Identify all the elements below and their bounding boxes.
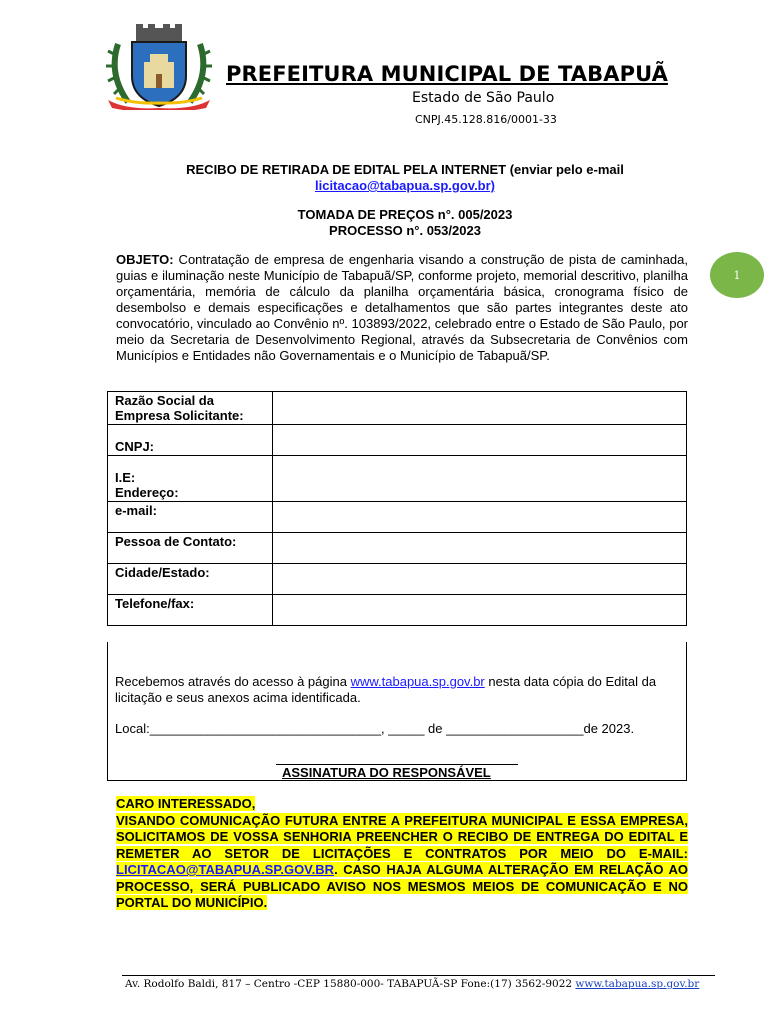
field-label-cidade: Cidade/Estado:	[108, 564, 273, 595]
field-label-telefone: Telefone/fax:	[108, 595, 273, 626]
notice-body-after: . CASO HAJA ALGUMA ALTERAÇÃO EM RELAÇÃO AO PROCESSO, SERÁ PUBLICADO AVISO NOS MESMOS MEIOS DE COMUNICAÇÃO E NO PORTAL DO MUNICÍPIO.	[116, 862, 688, 910]
field-label-contato: Pessoa de Contato:	[108, 533, 273, 564]
table-row	[108, 595, 687, 626]
site-link[interactable]: www.tabapua.sp.gov.br	[350, 674, 485, 689]
local-date-line: Local:________________________________, _____ de ___________________de 2023.	[115, 721, 635, 736]
receipt-title	[110, 162, 700, 194]
receipt-text-after: nesta data cópia do Edital da licitação e seus anexos acima identificada.	[115, 674, 657, 705]
table-row	[108, 564, 687, 595]
header-title: PREFEITURA MUNICIPAL DE TABAPUÃ	[226, 62, 668, 86]
footer-divider	[122, 975, 715, 976]
field-value-contato[interactable]	[272, 533, 686, 564]
field-value-telefone[interactable]	[272, 595, 686, 626]
receipt-text	[115, 674, 680, 706]
page-number-badge: 1	[710, 252, 764, 298]
signature-label: ASSINATURA DO RESPONSÁVEL	[282, 765, 491, 780]
field-value-ie-endereco[interactable]	[272, 456, 686, 502]
receipt-title-line: RECIBO DE RETIRADA DE EDITAL PELA INTERNET (enviar pelo e-mail	[186, 162, 624, 177]
receipt-box	[107, 642, 687, 781]
table-row	[108, 456, 687, 502]
notice-email-link[interactable]: LICITACAO@TABAPUA.SP.GOV.BR	[116, 862, 335, 877]
notice-body-before: VISANDO COMUNICAÇÃO FUTURA ENTRE A PREFEITURA MUNICIPAL E ESSA EMPRESA, SOLICITAMOS DE VOSSA SENHORIA PREENCHER O RECIBO DE ENTREGA DO EDITAL E REMETER AO SETOR DE LICITAÇÕES E CONTRATOS POR MEIO DO E-MAIL:	[116, 812, 688, 861]
table-row	[108, 533, 687, 564]
email-link[interactable]: licitacao@tabapua.sp.gov.br)	[314, 178, 496, 193]
header-cnpj: CNPJ.45.128.816/0001-33	[415, 113, 557, 126]
field-value-cidade[interactable]	[272, 564, 686, 595]
notice-greeting: CARO INTERESSADO,	[116, 796, 256, 811]
field-value-cnpj[interactable]	[272, 425, 686, 456]
field-label-ie-endereco: I.E: Endereço:	[108, 456, 273, 502]
table-row	[108, 392, 687, 425]
notice-block	[116, 796, 688, 912]
processo-line: PROCESSO n°. 053/2023	[329, 223, 481, 238]
objeto-label: OBJETO:	[116, 252, 174, 267]
field-value-email[interactable]	[272, 502, 686, 533]
field-value-razao-social[interactable]	[272, 392, 686, 425]
field-label-razao-social: Razão Social da Empresa Solicitante:	[108, 392, 273, 425]
receipt-text-before: Recebemos através do acesso à página	[115, 674, 351, 689]
tomada-block	[110, 207, 700, 239]
objeto-text: Contratação de empresa de engenharia visando a construção de pista de caminhada, guias e iluminação neste Município de Tabapuã/SP, conforme projeto, memorial descritivo, planilha orçamentária, memória de cálculo da planilha orçamentária básica, cronograma físico de desembolso e demais especificações e detalhamentos que são partes integrantes deste ato convocatório, vinculado ao Convênio nº. 103893/2022, celebrado entre o Estado de São Paulo, por meio da Secretaria de Desenvolvimento Regional, através da Subsecretaria de Convênios com Municípios e Entidades não Governamentais e o Município de Tabapuã/SP.	[116, 252, 688, 363]
header-state: Estado de São Paulo	[412, 90, 555, 106]
table-row	[108, 502, 687, 533]
field-label-cnpj: CNPJ:	[108, 425, 273, 456]
objeto-paragraph	[116, 252, 688, 364]
company-form-table	[107, 391, 687, 626]
table-row	[108, 425, 687, 456]
tomada-line: TOMADA DE PREÇOS n°. 005/2023	[297, 207, 513, 222]
footer-address: Av. Rodolfo Baldi, 817 – Centro -CEP 15880-000- TABAPUÃ-SP Fone:(17) 3562-9022	[125, 978, 576, 990]
footer-site-link[interactable]: www.tabapua.sp.gov.br	[575, 978, 700, 990]
coat-of-arms-logo	[106, 24, 212, 110]
footer	[125, 978, 699, 990]
field-label-email: e-mail:	[108, 502, 273, 533]
